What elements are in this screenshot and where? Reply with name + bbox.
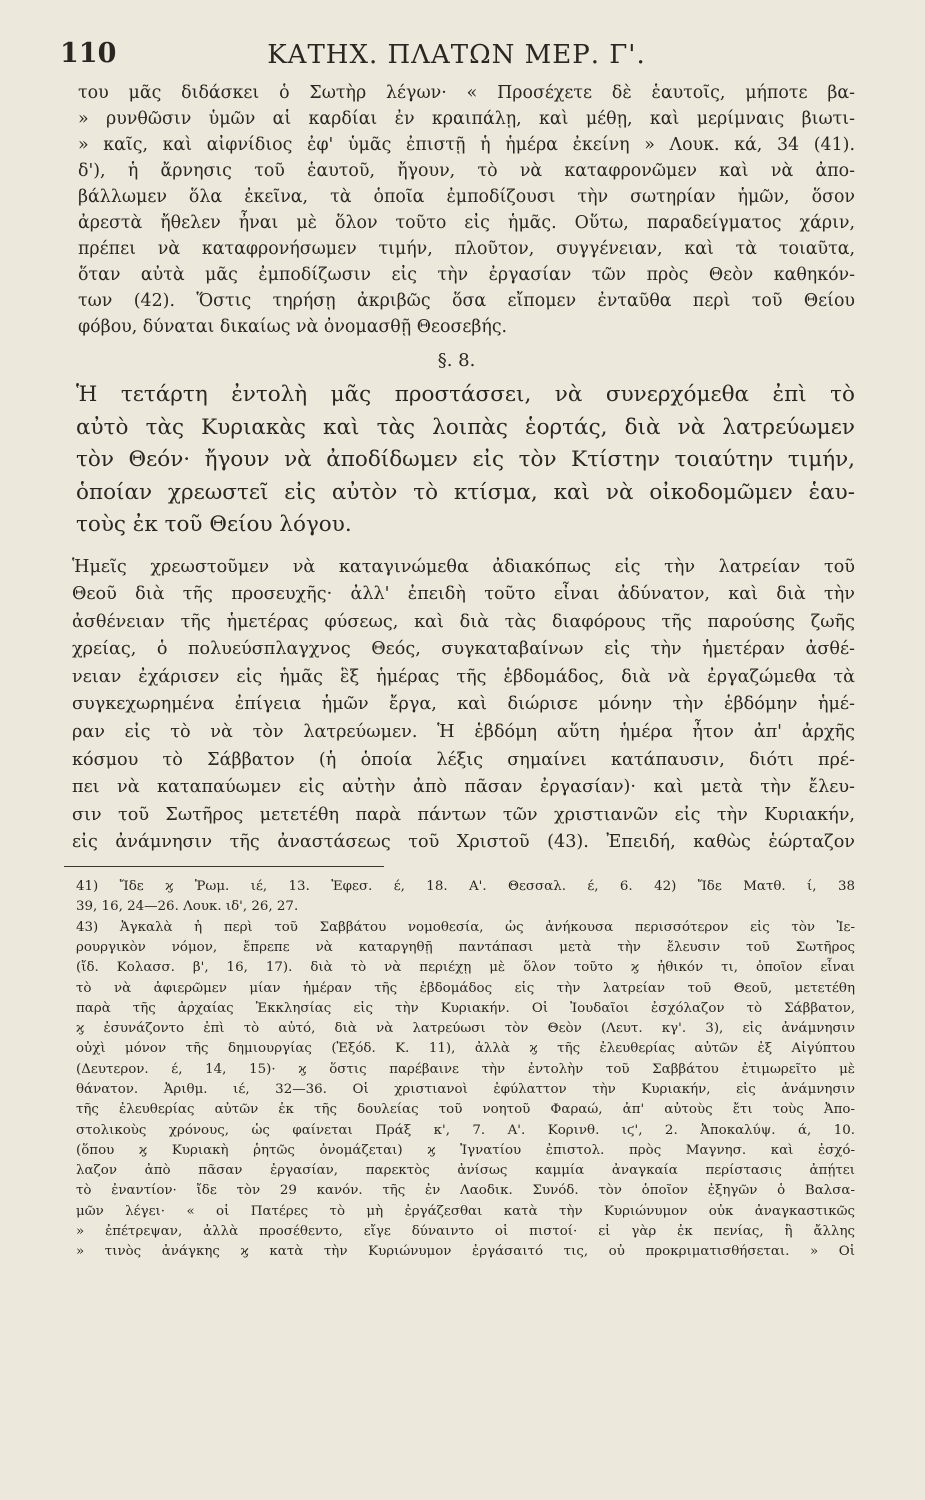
text-line: (ὅπου ϗ Κυριακὴ ῥητῶς ὀνομάζεται) ϗ Ἰγνατίου ἐπιστολ. πρὸς Μαγνησ. καὶ ἐσχό- bbox=[76, 1142, 855, 1158]
text-line: ἀσθένειαν τῆς ἡμετέρας φύσεως, καὶ διὰ τὰς διαφόρους τῆς παρούσης ζωῆς bbox=[72, 611, 855, 632]
text-line: οὐχὶ μόνον τῆς δημιουργίας (Ἐξόδ. Κ. 11), ἀλλὰ ϗ τῆς ἐλευθερίας αὐτῶν ἐξ Αἰγύπτου bbox=[76, 1041, 855, 1057]
text-line: χρείας, ὁ πολυεύσπλαγχνος Θεός, συγκαταβαίνων εἰς τὴν ἡμετέραν ἀσθέ- bbox=[72, 639, 855, 660]
text-line: Θεοῦ διὰ τῆς προσευχῆς· ἀλλ' ἐπειδὴ τοῦτο εἶναι ἀδύνατον, καὶ διὰ τὴν bbox=[72, 584, 855, 605]
text-line: τὸ ἐναντίον· ἴδε τὸν 29 κανόν. τῆς ἐν Λαοδικ. Συνόδ. τὸν ὁποῖον ἐξηγῶν ὁ Βαλσα- bbox=[76, 1183, 855, 1199]
text-line: ὁποίαν χρεωστεῖ εἰς αὐτὸν τὸ κτίσμα, καὶ νὰ οἰκοδομῶμεν ἑαυ- bbox=[76, 479, 855, 505]
text-line: » ρυνθῶσιν ὑμῶν αἱ καρδίαι ἐν κραιπάλῃ, καὶ μέθῃ, καὶ μερίμναις βιωτι- bbox=[78, 109, 855, 129]
text-line: αὐτὸ τὰς Κυριακὰς καὶ τὰς λοιπὰς ἑορτάς, διὰ νὰ λατρεύωμεν bbox=[76, 414, 855, 440]
text-line: 39, 16, 24—26. Λουκ. ιδ', 26, 27. bbox=[76, 899, 299, 915]
second-paragraph bbox=[58, 554, 855, 858]
text-line: νειαν ἐχάρισεν εἰς ἡμᾶς ἓξ ἡμέρας τῆς ἑβδομάδος, διὰ νὰ ἐργαζώμεθα τὰ bbox=[72, 666, 855, 687]
text-line: φόβου, δύναται δικαίως νὰ ὀνομασθῇ Θεοσεβής. bbox=[78, 317, 508, 337]
text-line: τῆς ἐλευθερίας αὐτῶν ἐκ τῆς δουλείας τοῦ νοητοῦ Φαραώ, ἀπ' αὐτοὺς ἔτι τοὺς Ἀπο- bbox=[76, 1102, 855, 1118]
text-line: συγκεχωρημένα ἐπίγεια ἡμῶν ἔργα, καὶ διώρισε μόνην τὴν ἑβδόμην ἡμέ- bbox=[72, 694, 855, 715]
text-line: ραν εἰς τὸ νὰ τὸν λατρεύωμεν. Ἡ ἑβδόμη αὕτη ἡμέρα ἦτον ἀπ' ἀρχῆς bbox=[72, 722, 855, 743]
text-line: του μᾶς διδάσκει ὁ Σωτὴρ λέγων· « Προσέχετε δὲ ἑαυτοῖς, μήποτε βα- bbox=[78, 83, 855, 103]
running-head: ΚΑΤΗΧ. ΠΛΑΤΩΝ ΜΕΡ. Γ'. bbox=[267, 40, 646, 70]
text-line: μῶν λέγει· « οἱ Πατέρες τὸ μὴ ἐργάζεσθαι κατὰ τὴν Κυριώνυμον οὐκ ἀναγκαστικῶς bbox=[76, 1203, 855, 1219]
text-line: πρέπει νὰ καταφρονήσωμεν τιμήν, πλοῦτον, συγγένειαν, καὶ τὰ τοιαῦτα, bbox=[78, 239, 855, 259]
text-line: ἀρεστὰ ἤθελεν ἦναι μὲ ὅλον τοῦτο εἰς ἡμᾶς. Οὕτω, παραδείγματος χάριν, bbox=[78, 213, 855, 233]
text-line: τοὺς ἐκ τοῦ Θείου λόγου. bbox=[76, 512, 352, 537]
top-paragraph bbox=[58, 80, 855, 340]
text-line: Ἡ τετάρτη ἐντολὴ μᾶς προστάσσει, νὰ συνερχόμεθα ἐπὶ τὸ bbox=[76, 382, 855, 407]
text-line: » ἐπέτρεψαν, ἀλλὰ προσέθεντο, εἴγε δύναιντο οἱ πιστοί· εἰ γὰρ ἐκ πενίας, ἢ ἄλλης bbox=[76, 1224, 855, 1240]
footnotes bbox=[58, 877, 855, 1263]
text-line: (Δευτερον. έ, 14, 15)· ϗ ὅστις παρέβαινε τὴν ἐντολὴν τοῦ Σαββάτου ἐτιμωρεῖτο μὲ bbox=[76, 1061, 855, 1077]
page-number: 110 bbox=[60, 38, 117, 69]
commandment-text bbox=[58, 379, 855, 542]
text-line: κόσμου τὸ Σάββατον (ἡ ὁποία λέξις σημαίνει κατάπαυσιν, διότι πρέ- bbox=[72, 749, 855, 770]
text-line: παρὰ τῆς ἀρχαίας Ἐκκλησίας εἰς τὴν Κυριακήν. Οἱ Ἰουδαῖοι ἐσχόλαζον τὸ Σάββατον, bbox=[76, 1000, 855, 1016]
page-header bbox=[58, 30, 855, 80]
section-mark: §. 8. bbox=[437, 350, 476, 371]
text-line: ϗ ἐσυνάζοντο ἐπὶ τὸ αὐτό, διὰ νὰ λατρεύωσι τὸν Θεὸν (Λευτ. κγ'. 3), εἰς ἀνάμνησιν bbox=[76, 1021, 855, 1037]
text-line: σιν τοῦ Σωτῆρος μετετέθη παρὰ πάντων τῶν χριστιανῶν εἰς τὴν Κυριακήν, bbox=[72, 804, 855, 825]
text-line: (ἴδ. Κολασσ. β', 16, 17). διὰ τὸ νὰ περιέχῃ μὲ ὅλον τοῦτο ϗ ἠθικόν τι, ὁποῖον εἶναι bbox=[76, 960, 855, 976]
text-line: δ'), ἡ ἄρνησις τοῦ ἑαυτοῦ, ἤγουν, τὸ νὰ καταφρονῶμεν καὶ νὰ ἀπο- bbox=[78, 161, 855, 181]
text-line: ρουργικὸν νόμον, ἔπρεπε νὰ καταργηθῇ παντάπασι μετὰ τὴν ἔλευσιν τοῦ Σωτῆρος bbox=[76, 939, 855, 955]
text-line: λαζον ἀπὸ πᾶσαν ἐργασίαν, παρεκτὸς ἀνίσως καμμία ἀναγκαία περίστασις ἀπῄτει bbox=[76, 1163, 855, 1179]
text-line: θάνατον. Ἀριθμ. ιέ, 32—36. Οἱ χριστιανοὶ ἐφύλαττον τὴν Κυριακήν, εἰς ἀνάμνησιν bbox=[76, 1082, 855, 1097]
footnote-divider bbox=[64, 866, 384, 867]
text-line: τὸ νὰ ἀφιερῶμεν μίαν ἡμέραν τῆς ἑβδομάδος εἰς τὴν λατρείαν τοῦ Θεοῦ, μετετέθη bbox=[76, 980, 855, 996]
text-line: τὸν Θεόν· ἤγουν νὰ ἀποδίδωμεν εἰς τὸν Κτίστην τοιαύτην τιμήν, bbox=[76, 447, 855, 472]
text-line: » τινὸς ἀνάγκης ϗ κατὰ τὴν Κυριώνυμον ἐργάσαιτό τις, οὐ προκριματισθήσεται. » Οἱ bbox=[76, 1244, 855, 1260]
text-line: των (42). Ὅστις τηρήσῃ ἀκριβῶς ὅσα εἴπομεν ἐνταῦθα περὶ τοῦ Θείου bbox=[78, 291, 855, 311]
text-line: εἰς ἀνάμνησιν τῆς ἀναστάσεως τοῦ Χριστοῦ (43). Ἐπειδή, καθὼς ἑώρταζον bbox=[72, 832, 855, 853]
text-line: Ἡμεῖς χρεωστοῦμεν νὰ καταγινώμεθα ἀδιακόπως εἰς τὴν λατρείαν τοῦ bbox=[72, 556, 855, 577]
text-line: 43) Ἀγκαλὰ ἡ περὶ τοῦ Σαββάτου νομοθεσία, ὡς ἀνήκουσα περισσότερον εἰς τὸν Ἱε- bbox=[76, 919, 855, 935]
text-line: ὅταν αὐτὰ μᾶς ἐμποδίζωσιν εἰς τὴν ἐργασίαν τῶν πρὸς Θεὸν καθηκόν- bbox=[78, 265, 855, 285]
text-line: στολικοὺς χρόνους, ὡς φαίνεται Πράξ κ', 7. Α'. Κορινθ. ιϛ', 2. Ἀποκαλύψ. ά, 10. bbox=[76, 1122, 855, 1138]
text-line: βάλλωμεν ὅλα ἐκεῖνα, τὰ ὁποῖα ἐμποδίζουσι τὴν σωτηρίαν ἡμῶν, ὅσον bbox=[78, 187, 855, 207]
text-line: » καῖς, καὶ αἰφνίδιος ἐφ' ὑμᾶς ἐπιστῇ ἡ ἡμέρα ἐκείνη » Λουκ. κά, 34 (41). bbox=[78, 135, 855, 155]
text-line: 41) Ἴδε ϗ Ῥωμ. ιέ, 13. Ἐφεσ. έ, 18. Α'. Θεσσαλ. έ, 6. 42) Ἴδε Ματθ. ί, 38 bbox=[76, 879, 855, 895]
text-line: πει νὰ καταπαύωμεν εἰς αὐτὴν ἀπὸ πᾶσαν ἐργασίαν)· καὶ μετὰ τὴν ἔλευ- bbox=[72, 777, 855, 798]
